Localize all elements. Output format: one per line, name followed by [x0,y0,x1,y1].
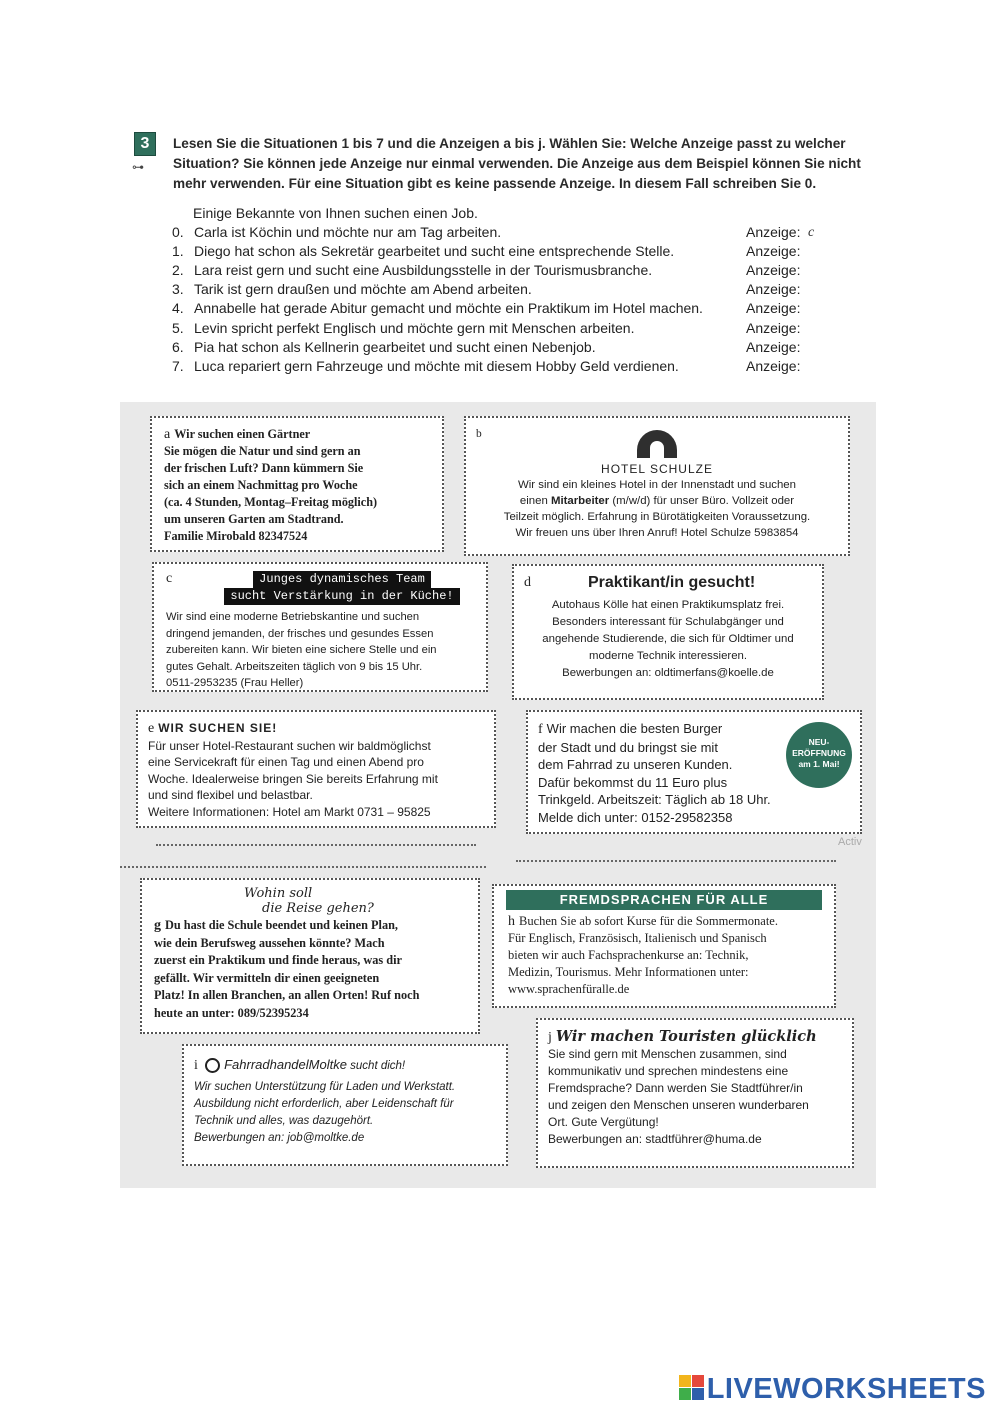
ad-line: der frischen Luft? Dann kümmern Sie [164,461,364,475]
ad-letter: j [548,1030,552,1045]
situation-text: Luca repariert gern Fahrzeuge und möchte mit diesem Hobby Geld verdienen. [194,358,679,374]
ad-line: Melde dich unter: 0152-29582358 [538,809,733,825]
situation-5 [172,320,732,336]
opening-badge: NEU- ERÖFFNUNG am 1. Mai! [786,722,852,788]
ad-line: Fremdsprache? Dann werden Sie Stadtführer/in [548,1081,803,1095]
ad-line: Dafür bekommst du 11 Euro plus [538,774,728,790]
situation-number: 1. [172,243,184,259]
liveworksheets-logo: LIVEWORKSHEETS [679,1373,986,1406]
ad-line: Bewerbungen an: stadtführer@huma.de [548,1132,762,1146]
ad-line: Medizin, Tourismus. Mehr Informationen unter: [508,965,749,979]
watermark-text: Activ [838,836,862,848]
ad-line: einen Mitarbeiter (m/w/d) für unser Büro. Vollzeit oder [519,495,795,507]
ad-title: Wir suchen einen Gärtner [174,427,311,441]
hotel-logo-icon [637,430,677,458]
ad-line: moderne Technik interessieren. [588,650,748,662]
ad-line: bieten wir auch Fachsprachenkurse an: Technik, [508,948,749,962]
ad-line: sich an einem Nachmittag pro Woche [164,478,358,492]
ad-line: 0511-2953235 (Frau Heller) [166,677,304,689]
ad-line: und zeigen den Menschen unseren wunderbaren [548,1098,809,1112]
ad-line: Weitere Informationen: Hotel am Markt 0731 – 95825 [148,804,431,819]
situation-3 [172,281,732,297]
ad-b [464,416,850,556]
ad-line: Für unser Hotel-Restaurant suchen wir baldmöglichst [148,738,431,753]
ad-letter: b [476,428,482,440]
ad-line: Bewerbungen an: job@moltke.de [194,1132,365,1144]
situation-number: 7. [172,358,184,374]
ad-letter: c [166,571,173,586]
ad-line: www.sprachenfüralle.de [508,982,630,996]
ad-line: zuerst ein Praktikum und finde heraus, was dir [154,953,403,967]
ad-line: dem Fahrrad zu unseren Kunden. [538,757,733,772]
ad-line: zubereiten kann. Wir bieten eine sichere Stelle und ein [166,644,437,656]
ad-line: heute an unter: 089/52395234 [154,1005,309,1020]
answer-input-4[interactable] [808,300,846,317]
divider [516,860,836,862]
ad-banner: Junges dynamisches Team [253,571,431,588]
situation-1 [172,243,732,259]
ad-line: gutes Gehalt. Arbeitszeiten täglich von 9 bis 15 Uhr. [166,660,423,673]
ad-line: um unseren Garten am Stadtrand. [164,512,344,526]
answer-input-2[interactable] [808,262,846,279]
answer-label: Anzeige: [746,243,801,259]
answer-label: Anzeige: [746,300,801,316]
ad-line: Wir freuen uns über Ihren Anruf! Hotel Schulze 5983854 [515,527,799,539]
ad-banner: sucht Verstärkung in der Küche! [224,588,459,605]
ad-line: wie dein Berufsweg aussehen könnte? Mach [154,935,385,950]
ad-line: Besonders interessant für Schulabgänger und [552,616,784,628]
ad-c [152,562,488,692]
situation-text: Annabelle hat gerade Abitur gemacht und möchte ein Praktikum im Hotel machen. [194,300,703,316]
ad-line: (ca. 4 Stunden, Montag–Freitag möglich) [164,495,378,509]
ad-line: Wir sind ein kleines Hotel in der Innenstadt und suchen [518,479,796,491]
ad-line: Wir suchen Unterstützung für Laden und Werkstatt. [194,1081,456,1093]
ad-g [140,878,480,1034]
ad-letter: f [538,722,543,737]
ad-letter: a [164,427,171,442]
situation-0 [172,224,732,240]
situation-4 [172,300,732,316]
ad-line: Bewerbungen an: oldtimerfans@koelle.de [562,667,774,679]
ad-e [136,710,496,828]
bicycle-shop-logo-icon [205,1058,220,1073]
situation-text: Carla ist Köchin und möchte nur am Tag arbeiten. [194,224,502,240]
liveworksheets-logo-icon [679,1375,705,1401]
ad-line: der Stadt und du bringst sie mit [538,739,718,755]
situation-number: 5. [172,320,184,336]
ad-d [512,564,824,700]
situation-2 [172,262,732,278]
ad-line: Ort. Gute Vergütung! [548,1115,659,1129]
divider [156,844,476,846]
ad-line: Sie sind gern mit Menschen zusammen, sind [548,1047,787,1061]
ad-letter: g [154,918,161,933]
situations-intro: Einige Bekannte von Ihnen suchen einen Job. [193,205,478,221]
ad-line: Für Englisch, Französisch, Italienisch und Spanisch [508,931,767,945]
answer-label: Anzeige: [746,339,801,355]
situation-text: Pia hat schon als Kellnerin gearbeitet und sucht einen Nebenjob. [194,339,596,355]
ad-title: Praktikant/in gesucht! [588,574,756,591]
answer-input-3[interactable] [808,281,846,298]
task-instruction: Lesen Sie die Situationen 1 bis 7 und die Anzeigen a bis j. Wählen Sie: Welche Anzeige passt zu welcher Situation? Sie können jede Anzeige nur einmal verwenden. Die Anzeige aus dem Beispiel können Sie nicht mehr verwenden. Für eine Situation gibt es keine passende Anzeige. In diesem Fall schreiben Sie 0. [173,136,861,191]
ad-f [526,710,862,834]
situation-7 [172,358,732,374]
answer-label: Anzeige: [746,320,801,336]
task-number-badge: 3 [134,132,156,156]
ad-line: kommunikativ und sprechen mindestens eine [548,1064,789,1078]
ad-letter: d [524,575,531,590]
ad-line: und sind flexibel und belastbar. [148,788,313,802]
situation-number: 0. [172,224,184,240]
ad-line: Technik und alles, was dazugehört. [194,1115,374,1127]
ad-line: Buchen Sie ab sofort Kurse für die Sommermonate. [519,914,778,928]
ad-line: gefällt. Wir vermitteln dir einen geeigneten [154,970,380,985]
ad-letter: i [194,1058,198,1073]
ad-letter: h [508,914,515,929]
ad-line: angehende Studierende, die sich für Oldtimer und [542,633,794,645]
ad-line: Teilzeit möglich. Erfahrung in Bürotätigkeiten Voraussetzung. [503,511,811,523]
situation-6 [172,339,732,355]
answer-label: Anzeige: [746,281,801,297]
ad-a [150,416,444,552]
situation-text: Diego hat schon als Sekretär gearbeitet und sucht eine entsprechende Stelle. [194,243,675,259]
ad-line: Sie mögen die Natur und sind gern an [164,444,361,458]
answer-label: Anzeige: [746,262,801,278]
ad-heading: Wohin soll [244,886,313,901]
ad-line: Wir machen die besten Burger [546,721,723,736]
ad-heading: die Reise gehen? [262,901,374,916]
ad-j [536,1018,854,1168]
situation-text: Tarik ist gern draußen und möchte am Abend arbeiten. [194,281,532,297]
ad-brand-suffix: sucht dich! [346,1060,406,1072]
ad-title: Wir machen Touristen glücklich [555,1028,817,1045]
ad-banner: FREMDSPRACHEN FÜR ALLE [506,890,822,910]
answer-input-5[interactable] [808,320,846,337]
ad-line: dringend jemanden, der frisches und gesundes Essen [166,627,434,640]
ad-line: eine Servicekraft für einen Tag und einen Abend pro [148,755,424,769]
situation-text: Lara reist gern und sucht eine Ausbildungsstelle in der Tourismusbranche. [194,262,653,278]
answer-input-1[interactable] [808,243,846,260]
ad-line: Wir sind eine moderne Betriebskantine und suchen [166,611,420,623]
situation-text: Levin spricht perfekt Englisch und möchte gern mit Menschen arbeiten. [194,320,635,336]
answer-input-0 [808,224,846,241]
ad-letter: e [148,721,155,736]
answer-input-7[interactable] [808,358,846,375]
ad-i [182,1044,508,1166]
ad-h [492,884,836,1008]
ad-line: Du hast die Schule beendet und keinen Plan, [165,918,399,932]
hotel-brand: HOTEL SCHULZE [601,462,713,476]
ad-line: Familie Mirobald 82347524 [164,529,308,543]
situation-number: 6. [172,339,184,355]
answer-label: Anzeige: [746,358,801,374]
ad-brand: FahrradhandelMoltke [224,1057,347,1072]
situation-number: 3. [172,281,184,297]
situation-number: 2. [172,262,184,278]
ad-title: WIR SUCHEN SIE! [158,721,278,735]
ad-line: Autohaus Kölle hat einen Praktikumsplatz frei. [551,599,785,611]
ad-line: Platz! In allen Branchen, an allen Orten! Ruf noch [154,988,420,1002]
audio-key-icon: ⊶ [132,160,144,174]
answer-input-6[interactable] [808,339,846,356]
ad-line: Woche. Idealerweise bringen Sie bereits Erfahrung mit [148,771,438,786]
divider [120,866,486,868]
ad-line: Trinkgeld. Arbeitszeit: Täglich ab 18 Uhr. [538,792,771,807]
situation-number: 4. [172,300,184,316]
ad-line: Ausbildung nicht erforderlich, aber Leidenschaft für [194,1098,454,1110]
answer-label: Anzeige: [746,224,801,240]
